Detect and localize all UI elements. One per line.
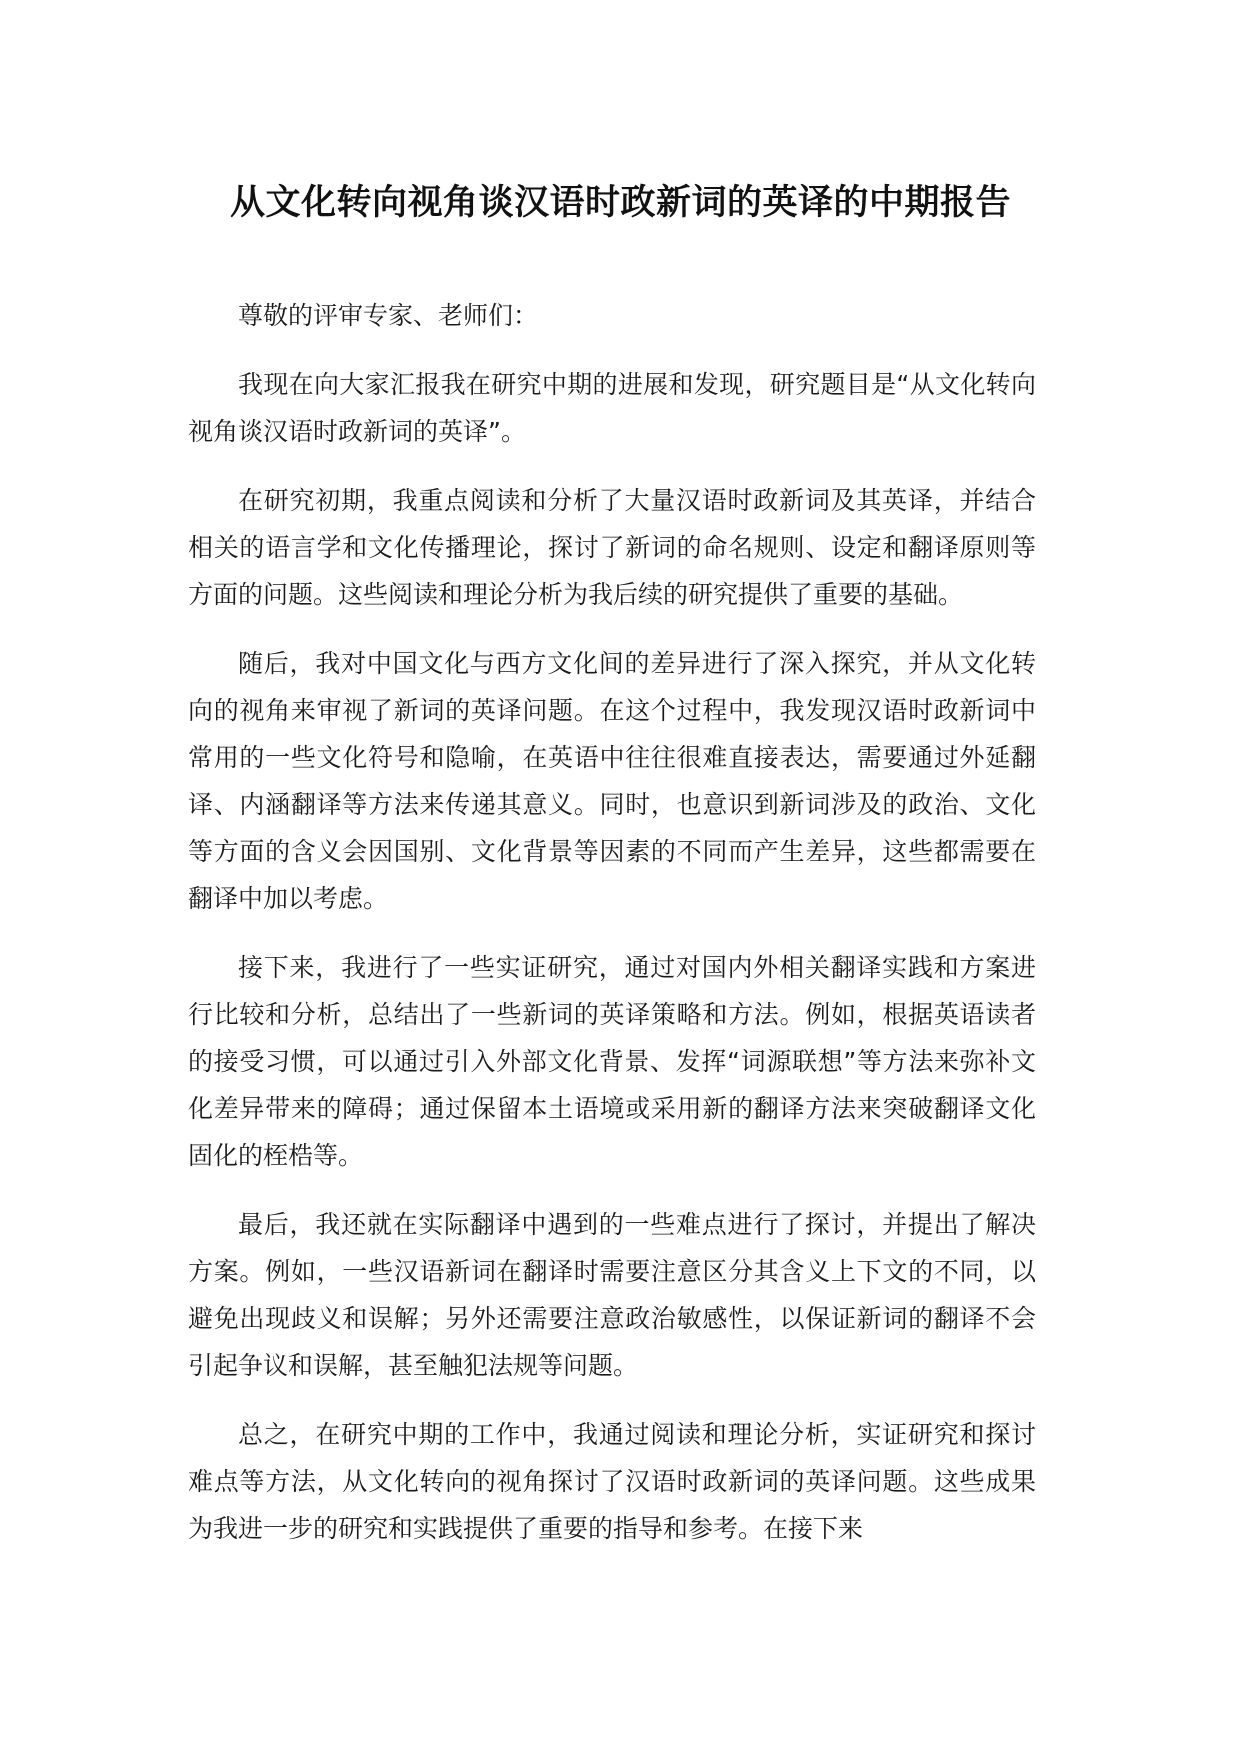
paragraph-3: 随后，我对中国文化与西方文化间的差异进行了深入探究，并从文化转向的视角来审视了新词的英译问题。在这个过程中，我发现汉语时政新词中常用的一些文化符号和隐喻，在英语中往往很难直接表达，需要通过外延翻译、内涵翻译等方法来传递其意义。同时，也意识到新词涉及的政治、文化等方面的含义会因国别、文化背景等因素的不同而产生差异，这些都需要在翻译中加以考虑。 <box>188 649 1036 913</box>
paragraph-4: 接下来，我进行了一些实证研究，通过对国内外相关翻译实践和方案进行比较和分析，总结出了一些新词的英译策略和方法。例如，根据英语读者的接受习惯，可以通过引入外部文化背景、发挥“词源联想”等方法来弥补文化差异带来的障碍；通过保留本土语境或采用新的翻译方法来突破翻译文化固化的桎梏等。 <box>188 953 1036 1170</box>
document-title: 从文化转向视角谈汉语时政新词的英译的中期报告 <box>229 183 1011 223</box>
salutation: 尊敬的评审专家、老师们： <box>238 301 539 330</box>
paragraph-1: 我现在向大家汇报我在研究中期的进展和发现，研究题目是“从文化转向视角谈汉语时政新词的英译”。 <box>188 370 1036 446</box>
document-body <box>188 292 1036 1574</box>
paragraph-2: 在研究初期，我重点阅读和分析了大量汉语时政新词及其英译，并结合相关的语言学和文化传播理论，探讨了新词的命名规则、设定和翻译原则等方面的问题。这些阅读和理论分析为我后续的研究提供了重要的基础。 <box>188 486 1036 609</box>
paragraph-6: 总之，在研究中期的工作中，我通过阅读和理论分析，实证研究和探讨难点等方法，从文化转向的视角探讨了汉语时政新词的英译问题。这些成果为我进一步的研究和实践提供了重要的指导和参考。在接下来 <box>188 1420 1036 1543</box>
paragraph-5: 最后，我还就在实际翻译中遇到的一些难点进行了探讨，并提出了解决方案。例如，一些汉语新词在翻译时需要注意区分其含义上下文的不同，以避免出现歧义和误解；另外还需要注意政治敏感性，以保证新词的翻译不会引起争议和误解，甚至触犯法规等问题。 <box>188 1210 1036 1380</box>
